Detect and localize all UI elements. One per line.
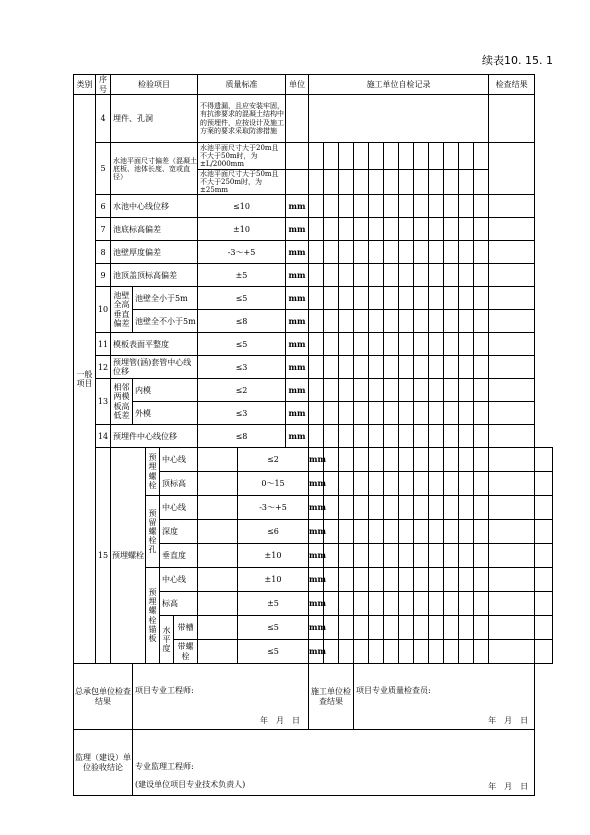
sub-13b: 外模: [133, 402, 198, 425]
unit-7: mm: [286, 218, 309, 241]
g3-elev-std: ±5: [238, 592, 309, 616]
unit-14: mm: [286, 425, 309, 448]
seq-4: 4: [96, 95, 111, 143]
g3-level: 水平度: [160, 616, 174, 664]
builder-label: 施工单位检查结果: [309, 664, 354, 730]
std-12: ≤3: [198, 356, 286, 379]
hdr-category: 类别: [74, 75, 96, 95]
unit-10a: mm: [286, 287, 309, 310]
contractor-label: 总承包单位检查结果: [74, 664, 133, 730]
unit-15i: mm: [309, 640, 324, 664]
group-plate: 预埋螺栓锚板: [146, 568, 160, 664]
seq-9: 9: [96, 264, 111, 287]
std-11: ≤5: [198, 333, 286, 356]
unit-6: mm: [286, 195, 309, 218]
g3-center: 中心线: [160, 568, 198, 592]
supervisor-engineer: 专业监理工程师:: [135, 762, 194, 772]
std-10a: ≤5: [198, 287, 286, 310]
seq-8: 8: [96, 241, 111, 264]
std-14: ≤8: [198, 425, 286, 448]
seq-10: 10: [96, 287, 111, 333]
hdr-self-check: 施工单位自检记录: [309, 75, 489, 95]
seq-13: 13: [96, 379, 111, 425]
g3-bolt: 带螺栓: [174, 640, 198, 664]
unit-9: mm: [286, 264, 309, 287]
g3-slot-std: ≤5: [238, 616, 309, 640]
contractor-sign-area: [133, 664, 309, 730]
unit-13a: mm: [286, 379, 309, 402]
std-7: ±10: [198, 218, 286, 241]
std-5b: 水池平面尺寸大于50m且不大于250m时，为±25mm: [198, 170, 286, 195]
std-13a: ≤2: [198, 379, 286, 402]
unit-13b: mm: [286, 402, 309, 425]
builder-sign-area: [354, 664, 535, 730]
result-4: [489, 95, 535, 143]
item-15: 预埋螺栓: [111, 448, 146, 664]
seq-14: 14: [96, 425, 111, 448]
std-5a: 水池平面尺寸大于20m且不大于50m时，为±L/2000mm: [198, 143, 286, 170]
g3-slot: 带槽: [174, 616, 198, 640]
item-9: 池顶盖顶标高偏差: [111, 264, 198, 287]
unit-15a: mm: [309, 448, 324, 472]
seq-6: 6: [96, 195, 111, 218]
unit-15f: mm: [309, 568, 324, 592]
seq-15: 15: [96, 448, 111, 664]
hdr-unit: 单位: [286, 75, 309, 95]
g3-center-std: ±10: [238, 568, 309, 592]
contractor-engineer: 项目专业工程师:: [135, 686, 194, 696]
item-4: 埋件、孔洞: [111, 95, 198, 143]
g1-elev: 顶标高: [160, 472, 198, 496]
std-9: ±5: [198, 264, 286, 287]
sub-13a: 内模: [133, 379, 198, 402]
seq-7: 7: [96, 218, 111, 241]
hdr-item: 检验项目: [111, 75, 198, 95]
item-11: 模板表面平整度: [111, 333, 198, 356]
item-6: 水池中心线位移: [111, 195, 198, 218]
unit-8: mm: [286, 241, 309, 264]
owner-tech: (建设单位项目专业技术负责人): [135, 780, 246, 790]
g2-vert: 垂直度: [160, 544, 198, 568]
unit-15g: mm: [309, 592, 324, 616]
seq-12: 12: [96, 356, 111, 379]
g2-depth-std: ≤6: [238, 520, 309, 544]
category-general: 一般项目: [74, 95, 96, 664]
hdr-standard: 质量标准: [198, 75, 286, 95]
item-7: 池底标高偏差: [111, 218, 198, 241]
unit-4: [286, 95, 309, 143]
g2-center: 中心线: [160, 496, 198, 520]
g1-center-std: ≤2: [238, 448, 309, 472]
item-5: 水池平面尺寸偏差（混凝土底板、池体长度、宽或直径）: [111, 143, 198, 195]
contractor-date: 年 月 日: [260, 715, 300, 725]
unit-15e: mm: [309, 544, 324, 568]
g1-center: 中心线: [160, 448, 198, 472]
std-4: 不得遗漏，且应安装牢固，有抗渗要求的混凝土结构中的预埋件，应按设计及施工方案的要求采取防渗措施: [198, 95, 286, 143]
hdr-result: 检查结果: [489, 75, 535, 95]
seq-5: 5: [96, 143, 111, 195]
group-hole: 预留螺栓孔: [146, 496, 160, 568]
builder-date: 年 月 日: [488, 715, 529, 725]
unit-15c: mm: [309, 496, 324, 520]
unit-15h: mm: [309, 616, 324, 640]
g2-center-std: -3〜+5: [238, 496, 309, 520]
builder-inspector: 项目专业质量检查员:: [356, 686, 431, 696]
item-13: 相邻两模板高低差: [111, 379, 133, 425]
table-number: 续表10. 15. 1: [482, 54, 553, 67]
std-6: ≤10: [198, 195, 286, 218]
g1-elev-std: 0〜15: [238, 472, 309, 496]
unit-12: mm: [286, 356, 309, 379]
item-14: 预埋件中心线位移: [111, 425, 198, 448]
supervisor-date: 年 月 日: [488, 781, 529, 791]
hdr-seq: 序号: [96, 75, 111, 95]
std-10b: ≤8: [198, 310, 286, 333]
supervisor-label: 监理（建设）单位验收结论: [74, 730, 133, 796]
g3-elev: 标高: [160, 592, 198, 616]
g2-depth: 深度: [160, 520, 198, 544]
item-12: 预埋管(涵)套管中心线位移: [111, 356, 198, 379]
unit-10b: mm: [286, 310, 309, 333]
std-13b: ≤3: [198, 402, 286, 425]
group-bolt: 预埋螺栓: [146, 448, 160, 496]
supervisor-sign-area: [133, 730, 535, 796]
inspection-table: [73, 74, 553, 796]
unit-15b: mm: [309, 472, 324, 496]
unit-15d: mm: [309, 520, 324, 544]
item-8: 池壁厚度偏差: [111, 241, 198, 264]
unit-11: mm: [286, 333, 309, 356]
record-4: [309, 95, 489, 143]
g3-bolt-std: ≤5: [238, 640, 309, 664]
g2-vert-std: ±10: [238, 544, 309, 568]
sub-10a: 池壁全小于5m: [133, 287, 198, 310]
item-10: 池壁全高垂直偏差: [111, 287, 133, 333]
seq-11: 11: [96, 333, 111, 356]
sub-10b: 池壁全不小于5m: [133, 310, 198, 333]
std-8: -3〜+5: [198, 241, 286, 264]
